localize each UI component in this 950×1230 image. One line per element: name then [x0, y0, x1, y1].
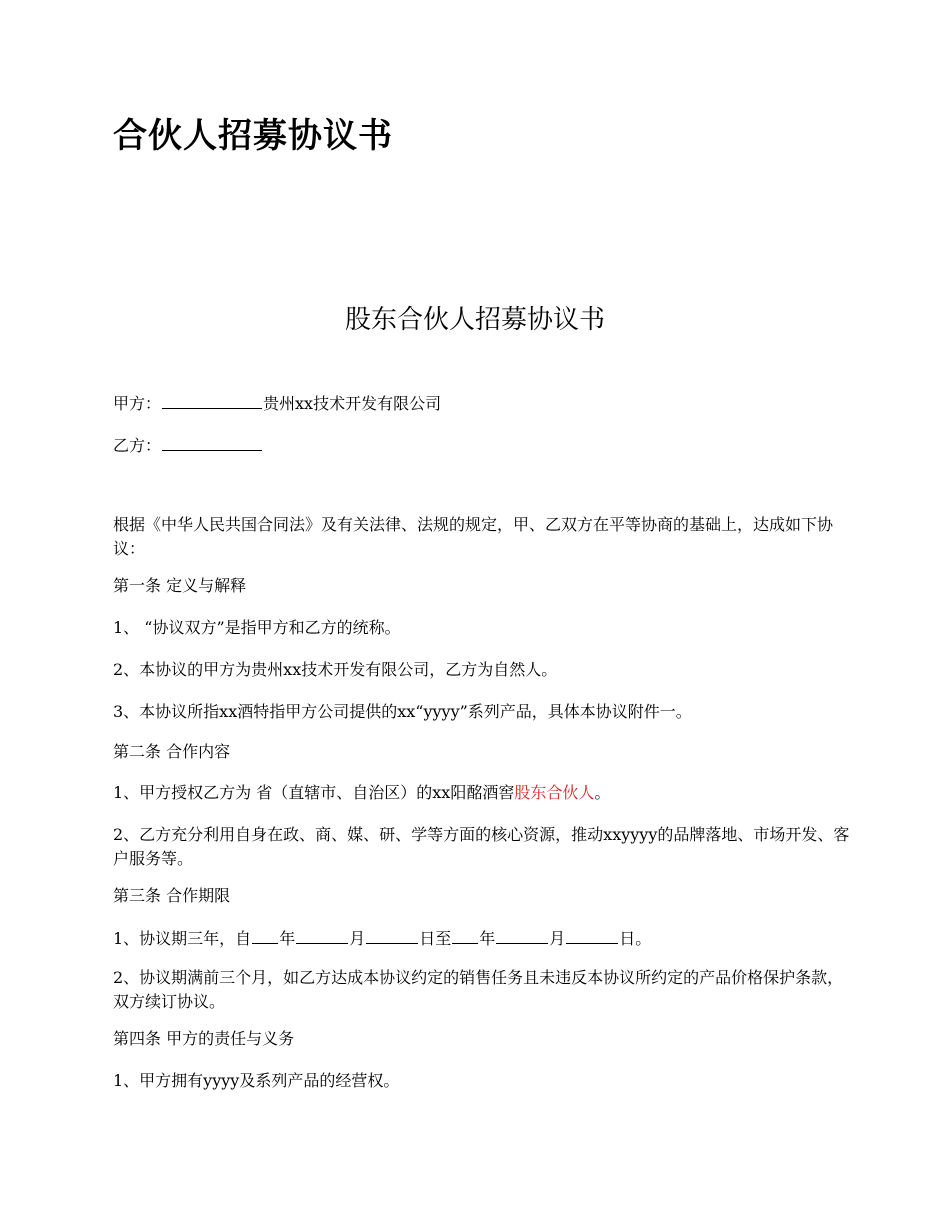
article4-heading: 第四条 甲方的责任与义务: [113, 1029, 295, 1048]
article2-item2: 2、乙方充分利用自身在政、商、媒、研、学等方面的核心资源，推动xxyyyy的品牌落地、市场开发、客户服务等。: [113, 825, 850, 868]
article2-item1-suffix: 。: [594, 783, 611, 802]
article1-item3: 3、本协议所指xx酒特指甲方公司提供的xx“yyyy”系列产品，具体本协议附件一。: [113, 702, 692, 721]
article3-item1-text: 日。: [619, 929, 652, 948]
article2-item1-highlight: 股东合伙人: [514, 783, 595, 802]
article1-item2: 2、本协议的甲方为贵州xx技术开发有限公司，乙方为自然人。: [113, 660, 558, 679]
intro-paragraph: 根据《中华人民共国合同法》及有关法律、法规的规定，甲、乙双方在平等协商的基础上，达成如下协议：: [113, 515, 834, 558]
article3-item1-text: 年: [279, 929, 296, 948]
article3-item2: 2、协议期满前三个月，如乙方达成本协议约定的销售任务且未违反本协议所约定的产品价格保护条款，双方续订协议。: [113, 968, 844, 1011]
document-subtitle: 股东合伙人招募协议书: [344, 305, 605, 335]
party-b-blank: [162, 433, 262, 451]
article3-item1-text: 日至: [419, 929, 452, 948]
party-a-line: [113, 391, 853, 416]
article1-item1: 1、 “协议双方”是指甲方和乙方的统称。: [113, 618, 401, 637]
article3-item1-text: 1、协议期三年，自: [113, 929, 252, 948]
party-a-label: 甲方：: [113, 394, 162, 413]
article1-heading: 第一条 定义与解释: [113, 576, 247, 595]
article3-item1: [113, 926, 853, 951]
article3-item1-text: 月: [549, 929, 566, 948]
party-a-name: 贵州xx技术开发有限公司: [263, 394, 442, 413]
year-end-blank: [452, 926, 478, 944]
party-b-label: 乙方：: [113, 436, 162, 455]
article2-item1: [113, 781, 853, 805]
party-a-blank: [162, 391, 262, 409]
article4-item1: 1、甲方拥有yyyy及系列产品的经营权。: [113, 1071, 400, 1090]
document-title: 合伙人招募协议书: [113, 116, 393, 156]
article3-item1-text: 年: [479, 929, 496, 948]
day-start-blank: [366, 926, 418, 944]
article2-item1-prefix: 1、甲方授权乙方为 省（直辖市、自治区）的xx阳酩酒窖: [113, 783, 515, 802]
party-b-line: [113, 433, 853, 458]
article3-heading: 第三条 合作期限: [113, 886, 231, 905]
month-start-blank: [296, 926, 348, 944]
article2-heading: 第二条 合作内容: [113, 742, 231, 761]
day-end-blank: [566, 926, 618, 944]
month-end-blank: [496, 926, 548, 944]
article3-item1-text: 月: [349, 929, 366, 948]
year-start-blank: [252, 926, 278, 944]
